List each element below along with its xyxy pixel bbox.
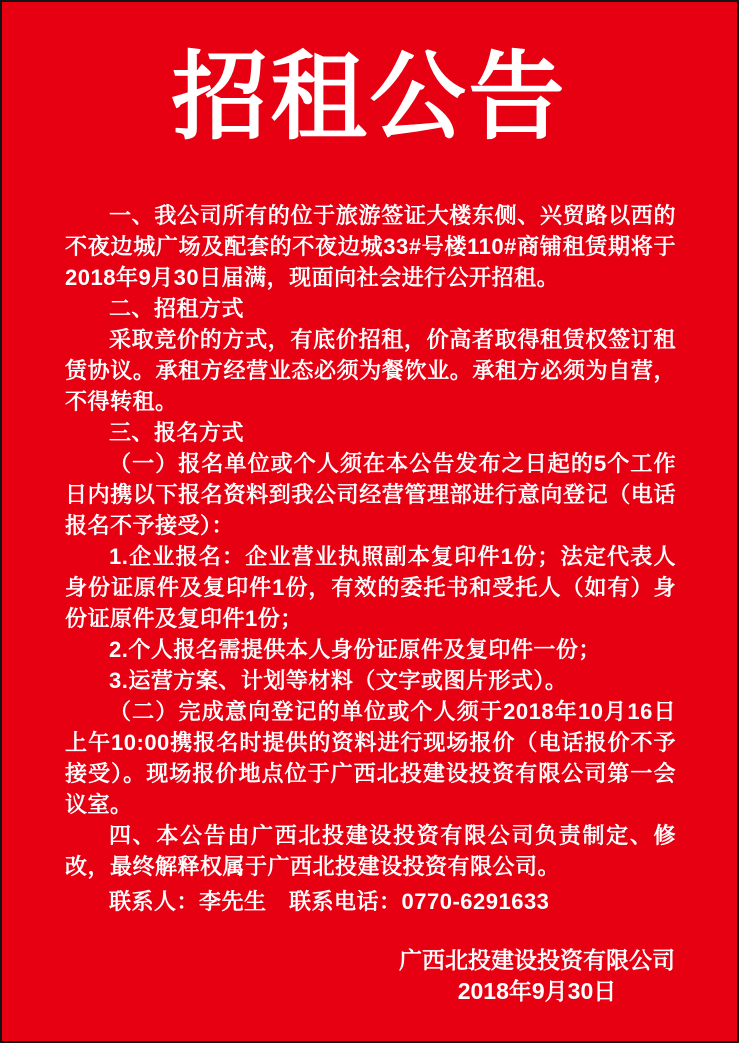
paragraph-registration-requirements: （一）报名单位或个人须在本公告发布之日起的5个工作日内携以下报名资料到我公司经营管理部进行意向登记（电话报名不予接受）： [65,450,676,538]
section-heading-registration-method: 三、报名方式 [109,419,245,445]
signature-date: 2018年9月30日 [457,977,617,1004]
signature-company: 广西北投建设投资有限公司 [399,946,675,973]
paragraph-property-description: 一、我公司所有的位于旅游签证大楼东侧、兴贸路以西的不夜边城广场及配套的不夜边城33#号楼110#商铺租赁期将于2018年9月30日届满，现面向社会进行公开招租。 [65,202,676,290]
paragraph-interpretation-rights: 四、本公告由广西北投建设投资有限公司负责制定、修改，最终解释权属于广西北投建设投资有限公司。 [65,822,676,879]
contact-line: 联系人：李先生 联系电话：0770-6291633 [109,888,550,914]
announcement-body [65,200,676,917]
paragraph-onsite-bidding: （二）完成意向登记的单位或个人须于2018年10月16日上午10:00携报名时提供的资料进行现场报价（电话报价不予接受）。现场报价地点位于广西北投建设投资有限公司第一会议室。 [65,698,676,817]
signature-block [399,945,675,1007]
paragraph-operation-plan: 3.运营方案、计划等材料（文字或图片形式）。 [109,667,568,693]
paragraph-individual-registration: 2.个人报名需提供本人身份证原件及复印件一份； [109,636,601,662]
section-heading-rental-method: 二、招租方式 [109,295,245,321]
paragraph-enterprise-registration: 1.企业报名：企业营业执照副本复印件1份；法定代表人身份证原件及复印件1份，有效的委托书和受托人（如有）身份证原件及复印件1份； [65,543,676,631]
poster-title: 招租公告 [171,40,568,153]
paragraph-rental-method: 采取竞价的方式，有底价招租，价高者取得租赁权签订租赁协议。承租方经营业态必须为餐饮业。承租方必须为自营，不得转租。 [65,326,676,414]
